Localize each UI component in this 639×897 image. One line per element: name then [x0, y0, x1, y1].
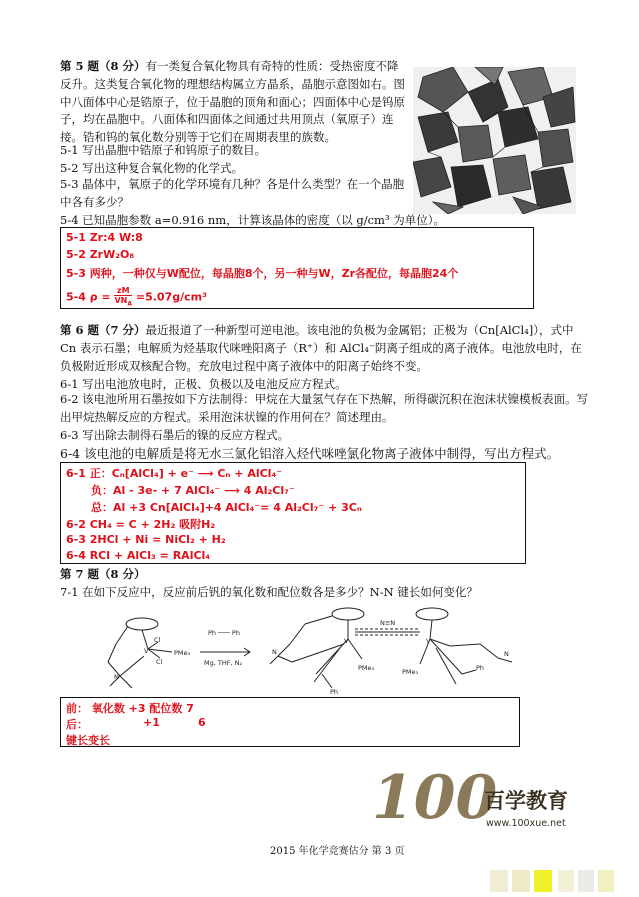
- q5-text: [60, 58, 405, 147]
- q5-item-2: 5-2 写出这种复合氧化物的化学式。: [60, 161, 244, 175]
- scheme-nn-label: N≡N: [380, 619, 396, 627]
- q7-answer-after-cn: 6: [198, 716, 206, 729]
- scheme-v-label-left: V: [144, 647, 149, 655]
- q6-item-1: 6-1 写出电池放电时，正极、负极以及电池反应方程式。: [60, 377, 347, 391]
- q6-answer-2: 6-2 CH₄ = C + 2H₂ 吸附H₂: [66, 518, 216, 531]
- scheme-v-label-mid: V: [344, 637, 349, 645]
- q6-answer-3: 6-3 2HCl + Ni = NiCl₂ + H₂: [66, 533, 226, 546]
- q6-answer-1-positive: 6-1 正：Cₙ[AlCl₄] + e⁻ ⟶ Cₙ + AlCl₄⁻: [66, 467, 283, 480]
- q6-item-4: 6-4 该电池的电解质是将无水三氯化铝溶入烃代咪唑氯化物离子液体中制得，写出方程式。: [60, 446, 560, 461]
- scheme-ph-label-2: Ph: [476, 664, 485, 672]
- scheme-n-label-right: N: [504, 650, 509, 658]
- scheme-n-label-left: N: [114, 673, 119, 681]
- q7-header: 第 7 题（8 分）: [60, 567, 146, 581]
- decor-block-3: [534, 870, 552, 892]
- q7-answer-after-ox: +1: [143, 716, 160, 729]
- logo-digits: 100: [372, 763, 498, 830]
- reaction-scheme: [100, 604, 520, 694]
- q5-answer-4-prefix: 5-4 ρ =: [66, 290, 111, 304]
- q5-answer-3: 5-3 两种，一种仅与W配位，每晶胞8个，另一种与W，Zr各配位，每晶胞24个: [66, 267, 459, 280]
- scheme-cl-label-1: Cl: [154, 636, 161, 644]
- logo-name: 百学教育: [484, 789, 568, 813]
- scheme-pme3-label-right: PMe₃: [402, 668, 419, 676]
- scheme-cl-label-2: Cl: [156, 658, 163, 666]
- q5-answer-2: 5-2 ZrW₂O₈: [66, 248, 135, 261]
- q6-item-2: 6-2 该电池所用石墨按如下方法制得：甲烷在大量氢气存在下热解，所得碳沉积在泡沫状镍模板表面。写出甲烷热解反应的方程式。采用泡沫状镍的作用何在？简述理由。: [60, 392, 589, 424]
- q5-answer-4-fraction: [114, 286, 132, 309]
- q5-answer-4: [66, 286, 207, 309]
- q5-body: 有一类复合氧化物具有奇特的性质：受热密度不降反升。这类复合氧化物的理想结构属立方晶系，晶胞示意图如右。图中八面体中心是锆原子，位于晶胞的顶角和面心；四面体中心是钨原子，均在晶胞中。八面体和四面体之间通过共用顶点（氧原子）连接。锆和钨的氧化数分别等于它们在周期表里的族数。: [60, 59, 405, 145]
- q5-item-1: 5-1 写出晶胞中锆原子和钨原子的数目。: [60, 143, 267, 157]
- q6-answer-box: [60, 462, 526, 564]
- q6-item-3: 6-3 写出除去制得石墨后的镍的反应方程式。: [60, 428, 290, 442]
- q5-answer-4-subscript: A: [127, 300, 133, 308]
- logo-url: www.100xue.net: [486, 818, 566, 829]
- scheme-pme3-label-mid: PMe₃: [358, 664, 375, 672]
- q5-answer-1: 5-1 Zr:4 W:8: [66, 231, 143, 244]
- q7-answer-after-label: 后：: [66, 718, 88, 731]
- scheme-v-label-right: V: [426, 637, 431, 645]
- scheme-reagent-bottom: Mg, THF, N₂: [204, 659, 243, 667]
- scheme-reagent-top: Ph ─── Ph: [208, 629, 240, 637]
- q7-answer-bond: 键长变长: [66, 734, 110, 747]
- q5-answer-4-result: =5.07g/cm³: [135, 290, 207, 304]
- q5-header: 第 5 题（8 分）: [60, 59, 146, 73]
- page-footer: 2015 年化学竞赛估分 第 3 页: [270, 846, 405, 857]
- q5-answer-4-numerator: zM: [114, 286, 132, 296]
- q7-answer-before: 前： 氧化数 +3 配位数 7: [66, 702, 194, 715]
- q7-answer-box: [60, 697, 520, 747]
- baixue-logo: [372, 760, 572, 834]
- q6-header: 第 6 题（7 分）: [60, 323, 146, 337]
- q5-answer-box: [60, 227, 534, 309]
- decor-block-6: [598, 870, 614, 892]
- scheme-ph-label-1: Ph: [330, 688, 339, 694]
- q6-body: 最近报道了一种新型可逆电池。该电池的负极为金属铝；正极为（Cn[AlCl₄]），式中 Cn 表示石墨；电解质为烃基取代咪唑阳离子（R⁺）和 AlCl₄⁻阴离子组成的离子液体。电池放电时，在负极附近形成双核配合物。充放电过程中离子液体中的阳离子始终不变。: [60, 323, 582, 373]
- scheme-pme3-label-left: PMe₃: [174, 649, 191, 657]
- q7-item-1: 7-1 在如下反应中，反应前后钒的氧化数和配位数各是多少？N-N 键长如何变化？: [60, 585, 478, 599]
- crystal-structure-image: [413, 67, 576, 214]
- q5-item-3: 5-3 晶体中，氧原子的化学环境有几种？各是什么类型？在一个晶胞中各有多少？: [60, 177, 405, 209]
- q5-item-4: 5-4 已知晶胞参数 a=0.916 nm，计算该晶体的密度（以 g/cm³ 为单位）。: [60, 213, 445, 227]
- decor-block-5: [578, 870, 594, 892]
- q6-answer-4: 6-4 RCl + AlCl₃ = RAlCl₄: [66, 549, 211, 562]
- q5-answer-4-denominator: VN: [114, 296, 128, 305]
- decor-block-2: [512, 870, 530, 892]
- scheme-n-label-mid: N: [272, 648, 277, 656]
- q6-text: [60, 322, 590, 375]
- q6-answer-1-overall: 总：Al +3 Cn[AlCl₄]+4 AlCl₄⁻= 4 Al₂Cl₇⁻ + 3Cₙ: [91, 501, 362, 514]
- decor-block-4: [558, 870, 574, 892]
- q6-answer-1-negative: 负：Al - 3e- + 7 AlCl₄⁻ ⟶ 4 Al₂Cl₇⁻: [91, 484, 295, 497]
- decor-block-1: [490, 870, 508, 892]
